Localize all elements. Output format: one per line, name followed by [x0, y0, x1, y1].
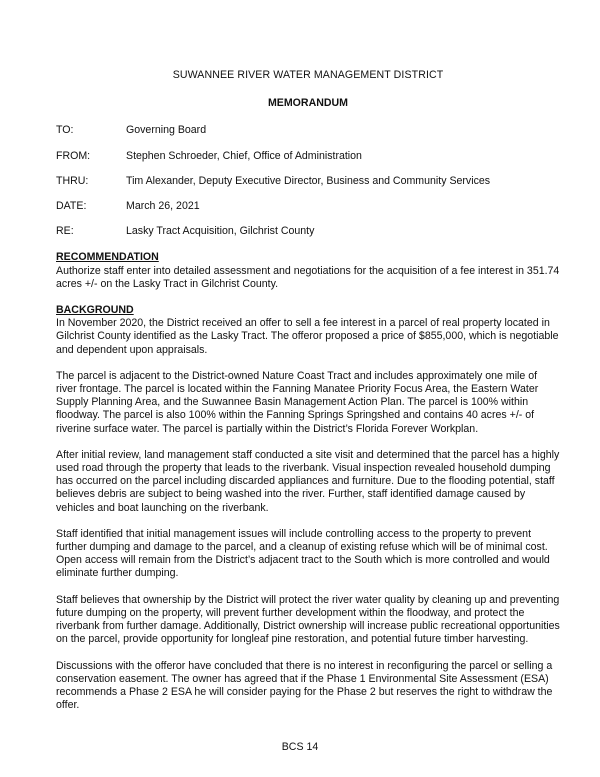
- memo-title: MEMORANDUM: [267, 97, 349, 110]
- recommendation-section: [56, 251, 560, 291]
- header-value: Governing Board: [126, 124, 207, 137]
- header-label: THRU:: [56, 174, 89, 187]
- header-label: TO:: [56, 124, 74, 137]
- recommendation-heading: RECOMMENDATION: [56, 251, 159, 264]
- background-paragraph: Staff believes that ownership by the District will protect the river water quality by cleaning up and preventing future dumping on the property, will prevent further development within the floodway, and protect the riverbank from further damage. Additionally, District ownership will increase public recreational opportunities on the parcel, provide opportunity for longleaf pine restoration, and potential future timber harvesting.: [56, 593, 560, 646]
- header-label: DATE:: [56, 200, 87, 213]
- header-row-from: [56, 150, 560, 163]
- header-row-re: [56, 225, 560, 238]
- background-paragraph: Discussions with the offeror have concluded that there is no interest in reconfiguring the parcel or selling a conservation easement. The owner has agreed that if the Phase 1 Environmental Site Assessment (ESA) recommends a Phase 2 ESA he will consider paying for the Phase 2 but reserves the right to withdraw the offer.: [56, 659, 553, 712]
- background-heading: BACKGROUND: [56, 304, 134, 317]
- background-paragraph: After initial review, land management staff conducted a site visit and determined that the parcel has a highly used road through the property that leads to the riverbank. Visual inspection revealed household dumping has occurred on the parcel including discarded appliances and furniture. Due to the flooding potential, staff believes debris are subject to being washed into the river. Further, staff identified damage caused by vehicles and boat launching on the riverbank.: [56, 448, 560, 514]
- page-footer-label: BCS 14: [281, 741, 319, 753]
- recommendation-text: Authorize staff enter into detailed assessment and negotiations for the acquisition of a fee interest in 351.74 acres +/- on the Lasky Tract in Gilchrist County.: [56, 264, 560, 290]
- background-paragraph: Staff identified that initial management issues will include controlling access to the property to prevent further dumping and damage to the parcel, and a cleanup of existing refuse which will be of minimal cost. Open access will remain from the District’s adjacent tract to the South which is more controlled and would eliminate further dumping.: [56, 527, 550, 580]
- header-row-to: [56, 124, 560, 137]
- header-label: FROM:: [56, 149, 91, 162]
- background-section: [56, 304, 560, 712]
- header-value: March 26, 2021: [126, 200, 200, 213]
- header-value: Stephen Schroeder, Chief, Office of Administration: [126, 149, 362, 162]
- header-label: RE:: [56, 225, 74, 238]
- header-value: Lasky Tract Acquisition, Gilchrist County: [126, 225, 315, 238]
- memo-header: [56, 124, 560, 238]
- header-value: Tim Alexander, Deputy Executive Director, Business and Community Services: [126, 174, 491, 187]
- header-row-date: [56, 200, 560, 213]
- organization-name: SUWANNEE RIVER WATER MANAGEMENT DISTRICT: [172, 69, 444, 81]
- background-paragraph: The parcel is adjacent to the District-owned Nature Coast Tract and includes approximately one mile of river frontage. The parcel is located within the Fanning Manatee Priority Focus Area, the Eastern Water Supply Planning Area, and the Suwannee Basin Management Action Plan. The parcel is 100% within floodway. The parcel is also 100% within the Fanning Springs Springshed and contains 40 acres +/- of riverine surface water. The parcel is partially within the District’s Florida Forever Workplan.: [56, 369, 539, 435]
- header-row-thru: [56, 175, 560, 188]
- background-paragraph: In November 2020, the District received an offer to sell a fee interest in a parcel of real property located in Gilchrist County identified as the Lasky Tract. The offeror proposed a price of $855,000, which is negotiable and dependent upon appraisals.: [56, 317, 559, 356]
